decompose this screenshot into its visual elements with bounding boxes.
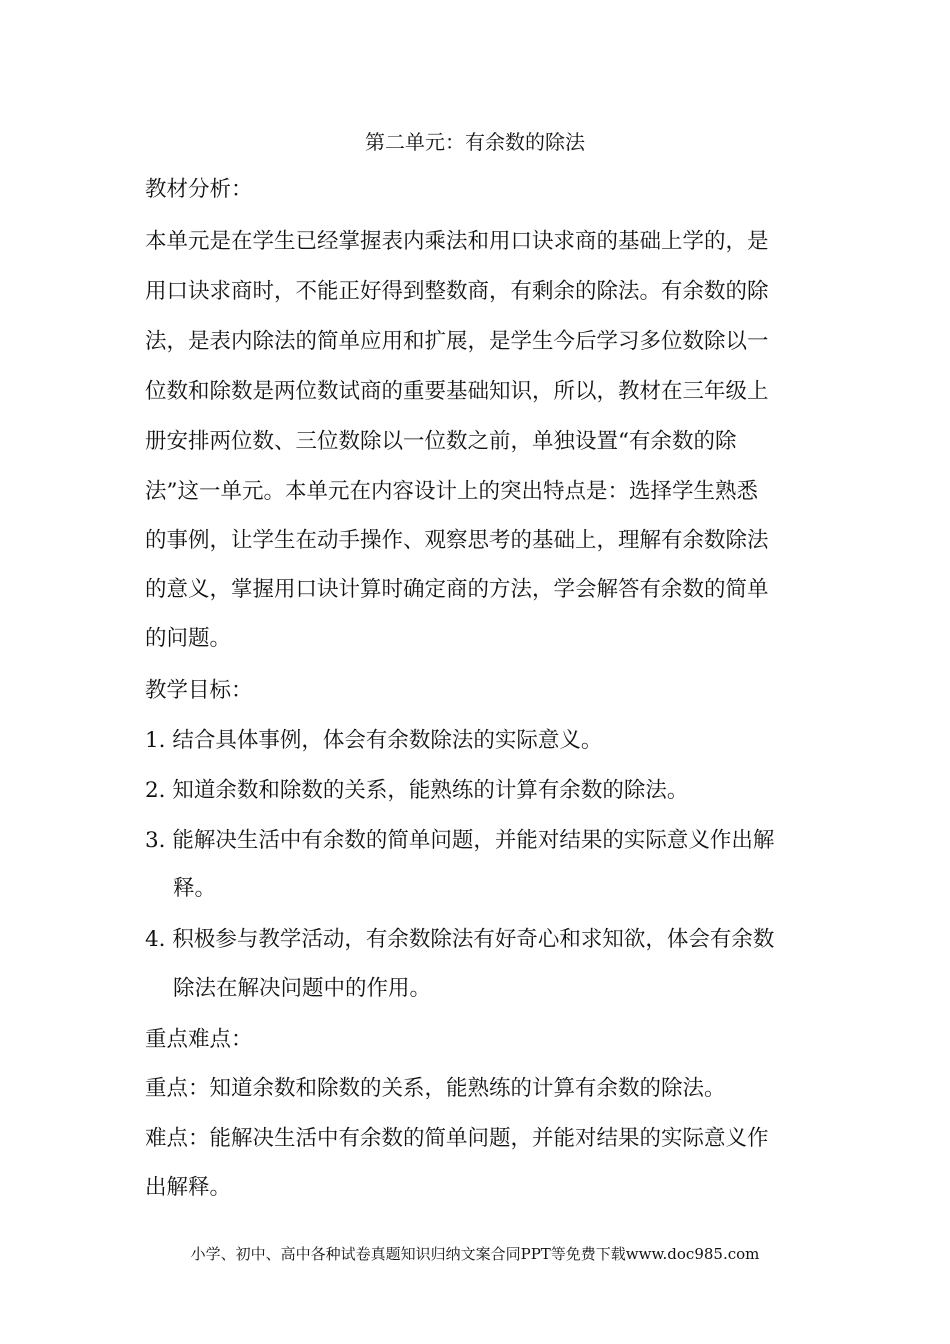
analysis-line: 册安排两位数、三位数除以一位数之前，单独设置“有余数的除 [145,429,737,454]
analysis-line: 的事例，让学生在动手操作、观察思考的基础上，理解有余数除法 [145,528,769,553]
section-heading-goals: 教学目标： [145,678,253,703]
goal-item: 3. 能解决生活中有余数的简单问题，并能对结果的实际意义作出解 [145,828,775,853]
goal-item: 4. 积极参与教学活动，有余数除法有好奇心和求知欲，体会有余数 [145,927,775,952]
key-point-line: 重点：知道余数和除数的关系，能熟练的计算有余数的除法。 [145,1076,726,1101]
section-heading-key-points: 重点难点： [145,1027,253,1052]
goal-item: 1. 结合具体事例，体会有余数除法的实际意义。 [145,728,603,753]
analysis-line: 的问题。 [145,626,232,651]
goal-item-continuation: 除法在解决问题中的作用。 [173,976,432,1001]
goal-item: 2. 知道余数和除数的关系，能熟练的计算有余数的除法。 [145,778,689,803]
section-heading-analysis: 教材分析： [145,177,253,202]
analysis-line: 位数和除数是两位数试商的重要基础知识，所以，教材在三年级上 [145,379,769,404]
analysis-line: 的意义，掌握用口诀计算时确定商的方法，学会解答有余数的简单 [145,577,769,602]
analysis-line: 法，是表内除法的简单应用和扩展，是学生今后学习多位数除以一 [145,329,769,354]
difficulty-line: 出解释。 [145,1175,232,1200]
goal-item-continuation: 释。 [173,876,217,901]
difficulty-line: 难点：能解决生活中有余数的简单问题，并能对结果的实际意义作 [145,1126,769,1151]
page-title: 第二单元：有余数的除法 [365,130,585,154]
analysis-line: 法”这一单元。本单元在内容设计上的突出特点是：选择学生熟悉 [145,479,758,504]
analysis-line: 本单元是在学生已经掌握表内乘法和用口诀求商的基础上学的，是 [145,229,769,254]
analysis-line: 用口诀求商时，不能正好得到整数商，有剩余的除法。有余数的除 [145,279,769,304]
page-footer: 小学、初中、高中各种试卷真题知识归纳文案合同PPT等免费下载www.doc985.com [190,1245,760,1263]
